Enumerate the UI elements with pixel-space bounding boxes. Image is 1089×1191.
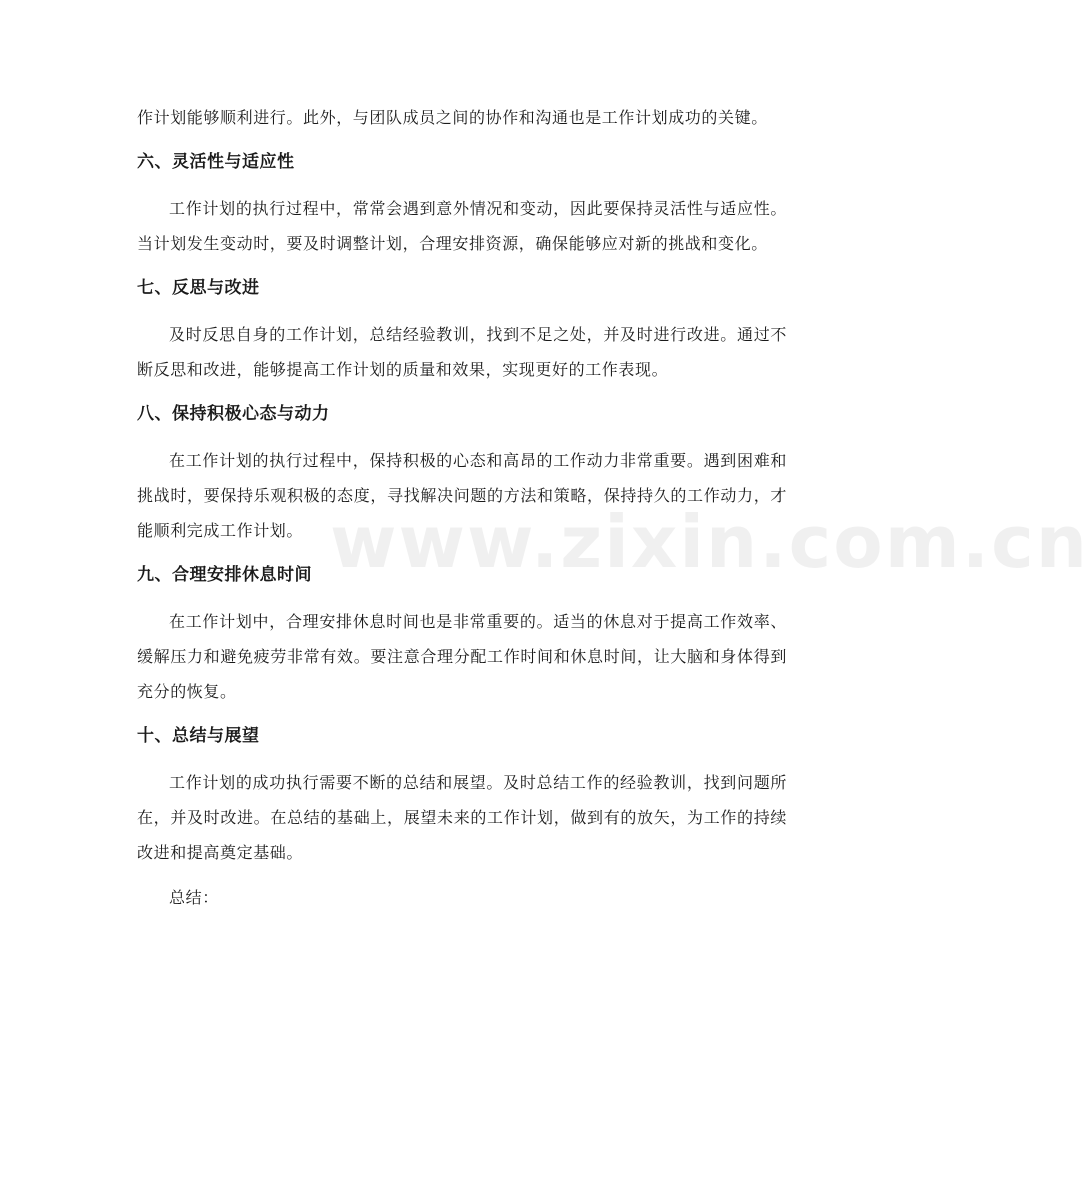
section-body-8: 在工作计划的执行过程中，保持积极的心态和高昂的工作动力非常重要。遇到困难和挑战时，要保持乐观积极的态度，寻找解决问题的方法和策略，保持持久的工作动力，才能顺利完成工作计划。 xyxy=(137,451,787,540)
section-heading-9: 九、合理安排休息时间 xyxy=(137,565,312,585)
document-body xyxy=(137,100,787,915)
section-body-10: 工作计划的成功执行需要不断的总结和展望。及时总结工作的经验教训，找到问题所在，并及时改进。在总结的基础上，展望未来的工作计划，做到有的放矢，为工作的持续改进和提高奠定基础。 xyxy=(137,773,787,862)
section-heading-8: 八、保持积极心态与动力 xyxy=(137,404,330,424)
section-body-7: 及时反思自身的工作计划，总结经验教训，找到不足之处，并及时进行改进。通过不断反思和改进，能够提高工作计划的质量和效果，实现更好的工作表现。 xyxy=(137,325,787,379)
section-body-9: 在工作计划中，合理安排休息时间也是非常重要的。适当的休息对于提高工作效率、缓解压力和避免疲劳非常有效。要注意合理分配工作时间和休息时间，让大脑和身体得到充分的恢复。 xyxy=(137,612,787,701)
intro-paragraph: 作计划能够顺利进行。此外，与团队成员之间的协作和沟通也是工作计划成功的关键。 xyxy=(137,108,768,127)
section-heading-7: 七、反思与改进 xyxy=(137,278,260,298)
section-heading-6: 六、灵活性与适应性 xyxy=(137,152,295,172)
section-heading-10: 十、总结与展望 xyxy=(137,726,260,746)
summary-label: 总结： xyxy=(169,888,219,907)
watermark: www.zixin.com.cn xyxy=(330,500,1089,584)
section-body-6: 工作计划的执行过程中，常常会遇到意外情况和变动，因此要保持灵活性与适应性。当计划发生变动时，要及时调整计划，合理安排资源，确保能够应对新的挑战和变化。 xyxy=(137,199,787,253)
